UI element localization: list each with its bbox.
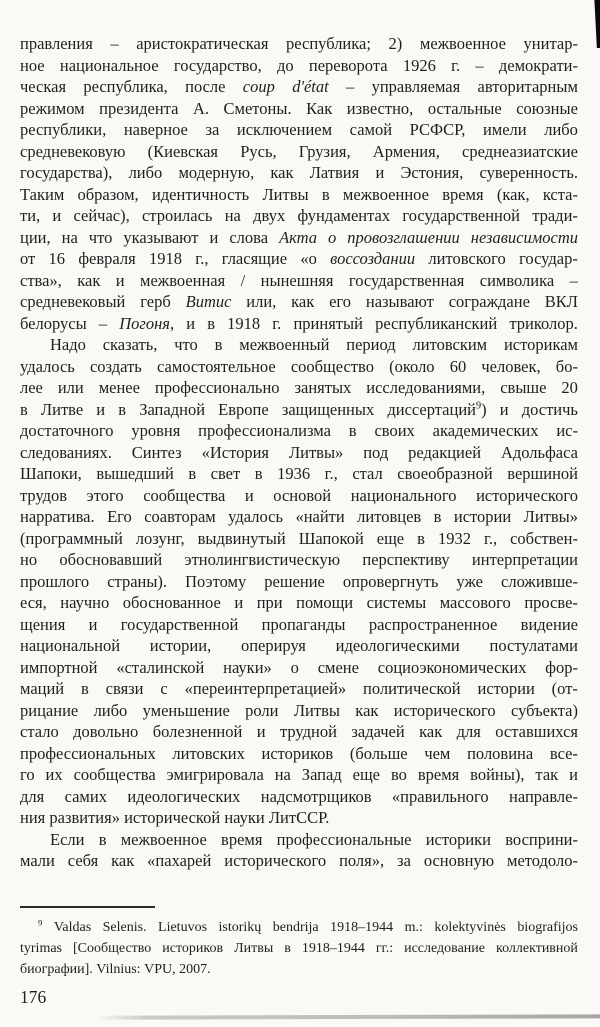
text-line: рицание либо уменьшение роли Литвы как исторического субъекта)	[20, 700, 578, 720]
text-line: ти, и сейчас), строилась на двух фундаментах государственной тради-	[20, 206, 578, 225]
text-line: Шапоки, вышедший в свет в 1936 г., стал своеобразной вершиной	[20, 464, 578, 483]
text-line: щения и государственной пропаганды распространенное видение	[20, 614, 578, 634]
text-line: от 16 февраля 1918 г., гласящие «о воссоздании литовского государ-	[20, 249, 578, 268]
text-line: маций в связи с «переинтерпретацией» политической истории (от-	[20, 679, 578, 698]
text-line: удалось создать самостоятельное сообщество (около 60 человек, бо-	[20, 356, 578, 376]
text-line: ное национальное государство, до переворота 1926 г. – демократи-	[20, 55, 578, 75]
footnote	[20, 917, 578, 980]
text-line: ства», как и межвоенная / нынешняя государственная символика –	[20, 270, 578, 290]
footnote-line: биографии]. Vilnius: VPU, 2007.	[20, 961, 211, 977]
footnote-line: tyrimas [Сообщество историков Литвы в 1918–1944 гг.: исследование коллективной	[20, 940, 578, 956]
footnote-line: $^9$ Valdas Selenis. Lietuvos istorikų bendrija 1918–1944 m.: kolektyvinės biografijos	[38, 916, 578, 935]
text-line: белорусы – Погоня, и в 1918 г. принятый республиканский триколор.	[20, 313, 578, 333]
text-line: Если в межвоенное время профессиональные историки восприни-	[50, 829, 578, 849]
text-line: Надо сказать, что в межвоенный период литовским историкам	[50, 335, 578, 354]
text-line: профессиональных литовских историков (больше чем половина все-	[20, 743, 578, 763]
text-line: ческая республика, после coup d'état – управляемая авторитарным	[20, 77, 578, 96]
text-line: режимом президента А. Сметоны. Как известно, остальные союзные	[20, 98, 578, 118]
text-line: государства), либо модерную, как Латвия и Эстония, суверенность.	[20, 163, 578, 182]
text-line: еся, научно обоснованное и при помощи системы массового просве-	[20, 593, 578, 612]
text-line: (программный лозунг, выдвинутый Шапокой еще в 1932 г., собствен-	[20, 528, 578, 548]
text-line: средневековый герб Витис или, как его называют сограждане ВКЛ	[20, 292, 578, 311]
text-area	[20, 33, 578, 1008]
text-line: средневековую (Киевская Русь, Грузия, Армения, среднеазиатские	[20, 141, 578, 161]
text-line: республики, наверное за исключением самой РСФСР, имели либо	[20, 120, 578, 139]
page-number: 176	[20, 986, 47, 1007]
text-line: национальной истории, оперируя идеологическими постулатами	[20, 636, 578, 655]
text-line: ции, на что указывают и слова Акта о провозглашении независимости	[20, 227, 578, 247]
text-line: для самих идеологических надсмотрщиков «правильного направле-	[20, 786, 578, 806]
text-line: лее или менее профессионально занятых исследованиями, свыше 20	[20, 378, 578, 397]
text-line: мали себя как «пахарей исторического поля», за основную методоло-	[20, 851, 578, 870]
text-line: импортной «сталинской науки» о смене социоэкономических фор-	[20, 657, 578, 677]
scan-artifact-top-right	[593, 0, 600, 48]
text-line: трудов этого сообщества и основой национального исторического	[20, 485, 578, 505]
text-line: но обосновавший этнолингвистическую перспективу интерпретации	[20, 550, 578, 569]
footnote-separator	[20, 906, 155, 908]
main-text-block	[20, 33, 578, 872]
text-line: следованиях. Синтез «История Литвы» под редакцией Адольфаса	[20, 442, 578, 462]
text-line: Таким образом, идентичность Литвы в межвоенное время (как, кста-	[20, 184, 578, 204]
text-line: стало довольно болезненной и трудной задачей как для оставшихся	[20, 722, 578, 741]
text-line: нарратива. Его соавторам удалось «найти литовцев в истории Литвы»	[20, 507, 578, 526]
text-line: достаточного уровня профессионализма в своих академических ис-	[20, 421, 578, 440]
text-line: го их сообщества эмигрировала на Запад еще во время войны), так и	[20, 765, 578, 784]
text-line: в Литве и в Западной Европе защищенных диссертаций$^9$) и достичь	[20, 399, 578, 419]
text-line: прошлого страны). Поэтому решение опровергнуть уже сложивше-	[20, 571, 578, 591]
text-line: правления – аристократическая республика; 2) межвоенное унитар-	[20, 34, 578, 53]
scan-artifact-bottom-streak	[95, 1014, 600, 1019]
text-line: ния развития» исторической науки ЛитССР.	[20, 808, 330, 827]
